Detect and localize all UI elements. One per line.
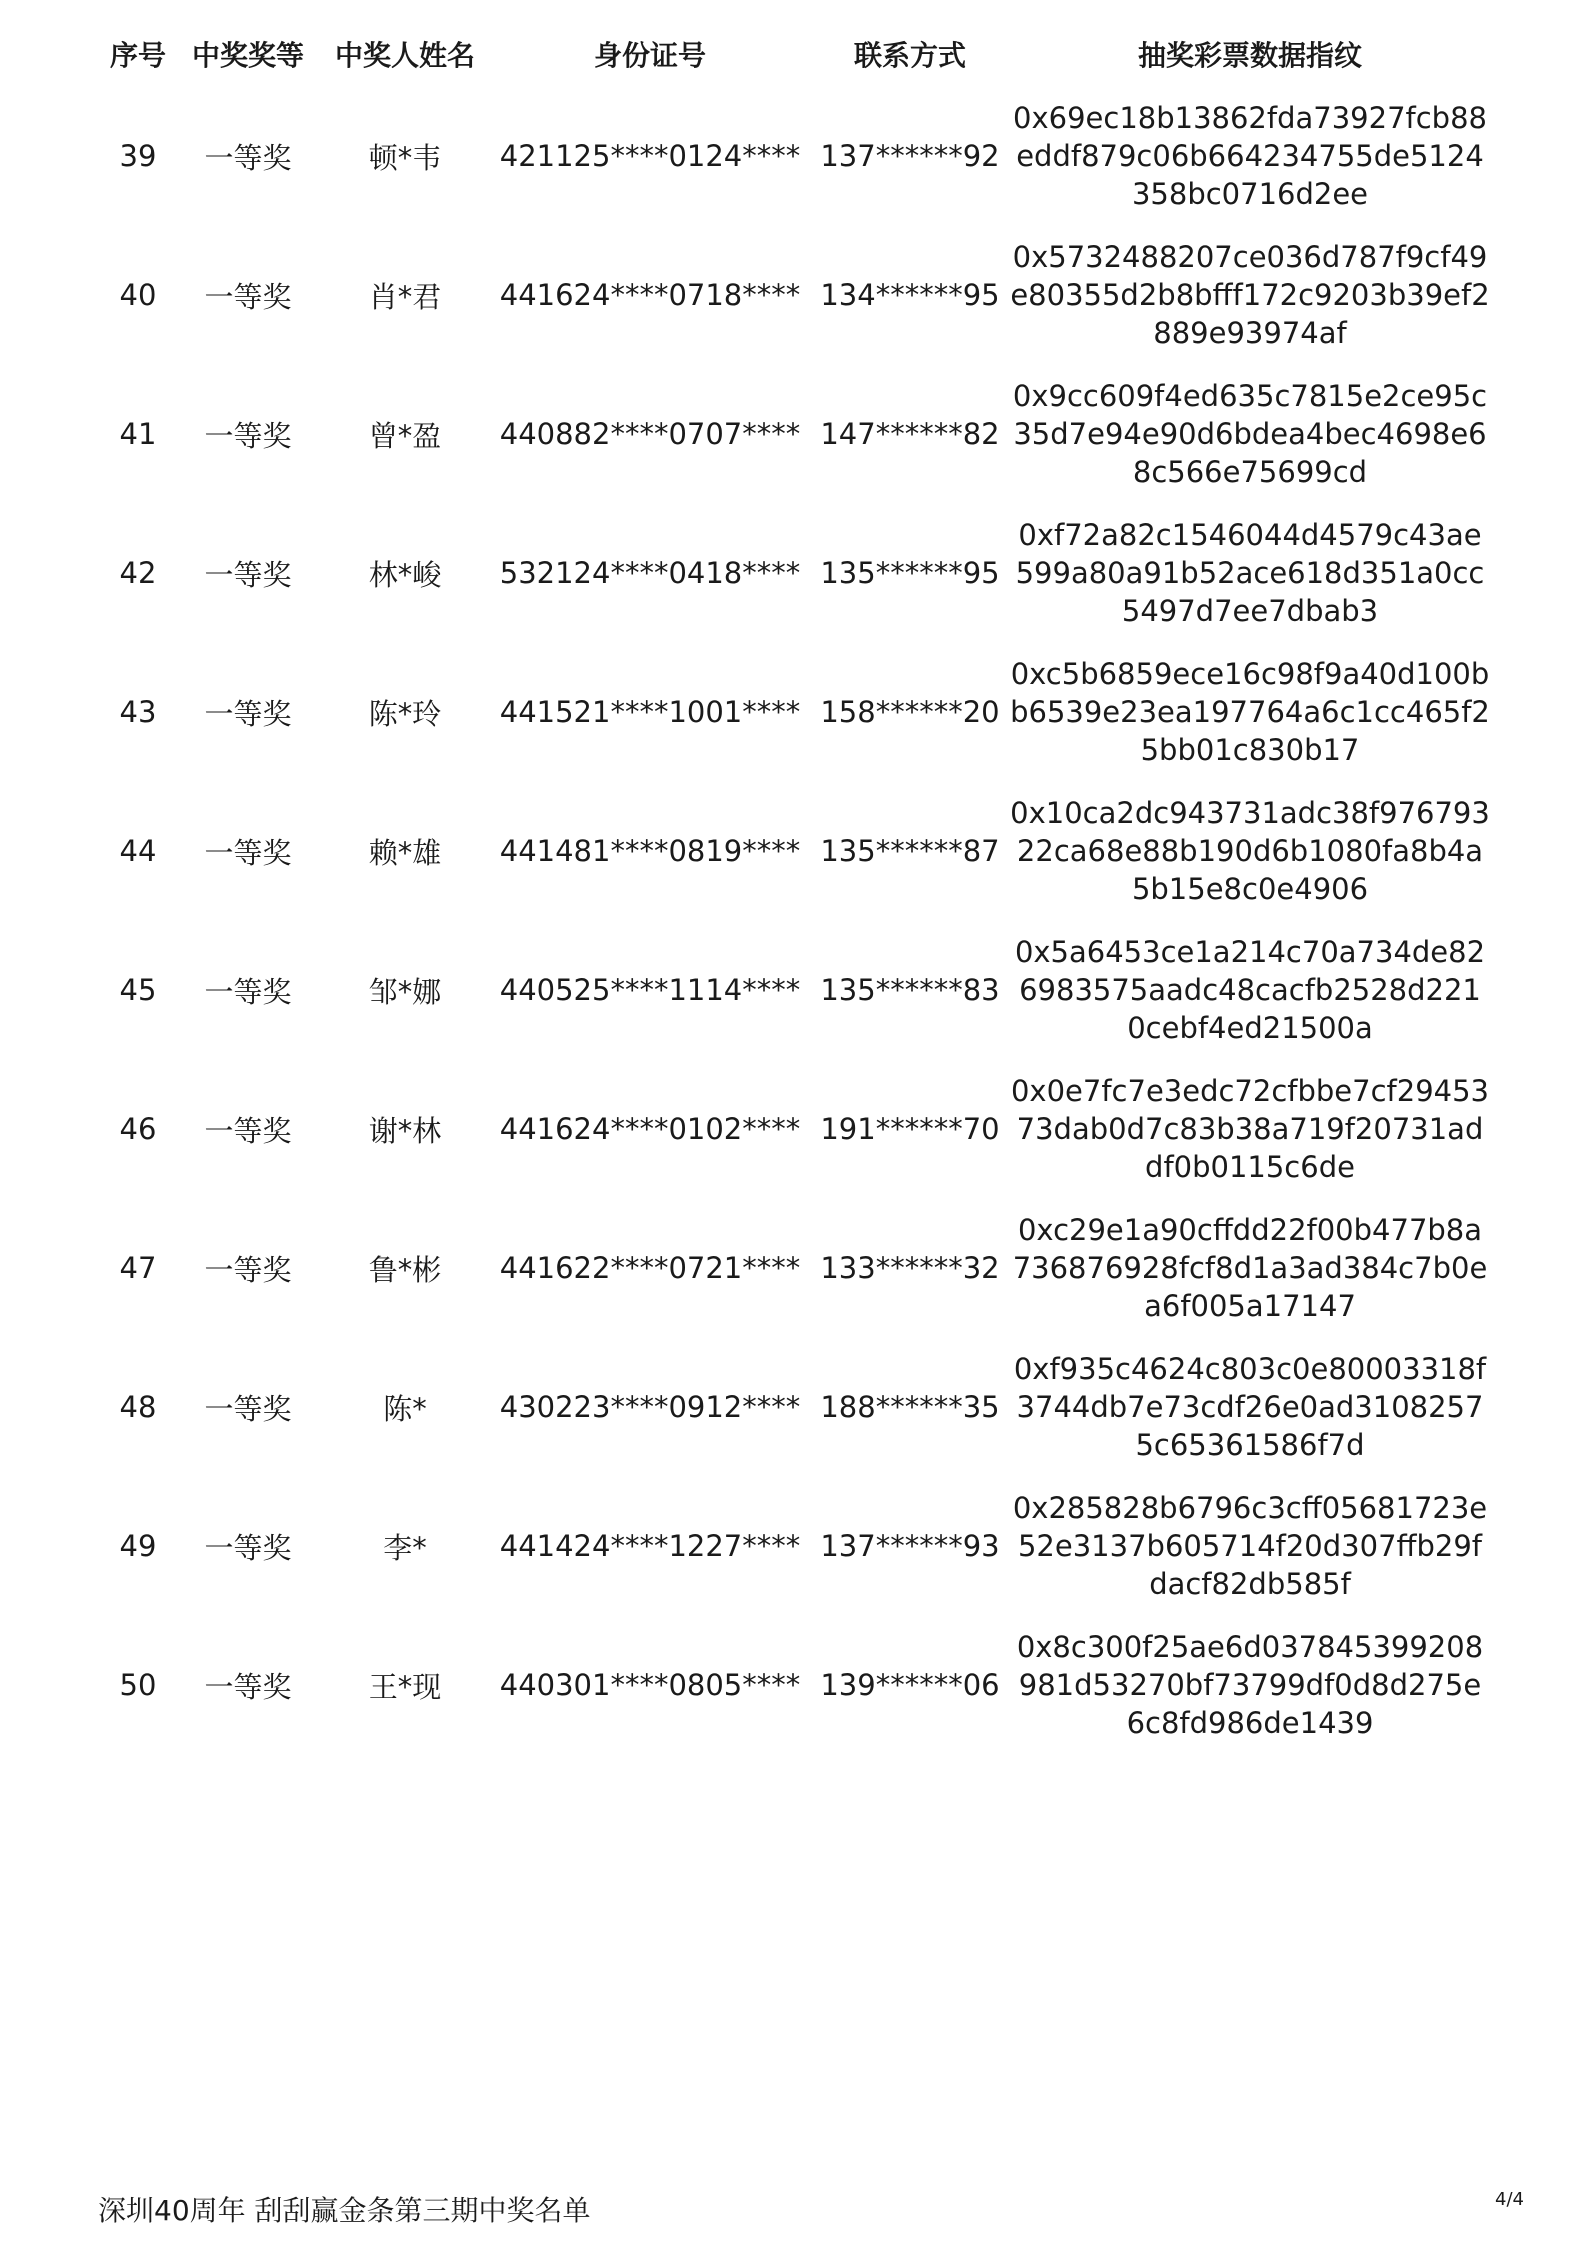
cell-winner-name: 陈*玲 [368, 696, 442, 731]
fingerprint-text: 0x9cc609f4ed635c7815e2ce95c35d7e94e90d6bdea4bec4698e68c566e75699cd [1012, 379, 1488, 489]
table-body [0, 93, 1586, 1761]
cell-contact: 147******82 [820, 417, 1000, 451]
cell-prize-level: 一等奖 [204, 974, 292, 1009]
cell-seq: 49 [119, 1529, 157, 1563]
cell-winner-name: 陈* [383, 1391, 427, 1426]
cell-contact: 137******92 [820, 139, 1000, 173]
cell-ticket-fingerprint [1010, 232, 1490, 358]
cell-id-number: 441481****0819**** [499, 834, 801, 868]
cell-ticket-fingerprint [1010, 1205, 1490, 1331]
cell-prize-level: 一等奖 [204, 279, 292, 314]
table-row [0, 927, 1586, 1066]
cell-ticket-fingerprint [1010, 788, 1490, 914]
cell-prize-level: 一等奖 [204, 1669, 292, 1704]
table-header [0, 28, 1586, 84]
cell-prize-level: 一等奖 [204, 1113, 292, 1148]
header-prize-level: 中奖奖等 [191, 39, 304, 72]
cell-ticket-fingerprint [1010, 1344, 1490, 1470]
table-row [0, 1344, 1586, 1483]
cell-prize-level: 一等奖 [204, 696, 292, 731]
header-id-number: 身份证号 [593, 39, 706, 72]
cell-contact: 135******83 [820, 973, 1000, 1007]
cell-ticket-fingerprint [1010, 371, 1490, 497]
cell-prize-level: 一等奖 [204, 557, 292, 592]
table-row [0, 788, 1586, 927]
cell-ticket-fingerprint [1010, 510, 1490, 636]
table-row [0, 232, 1586, 371]
fingerprint-text: 0x0e7fc7e3edc72cfbbe7cf2945373dab0d7c83b38a719f20731addf0b0115c6de [1010, 1074, 1490, 1184]
table-row [0, 1483, 1586, 1622]
header-seq: 序号 [109, 39, 166, 72]
cell-ticket-fingerprint [1010, 927, 1490, 1053]
cell-seq: 47 [119, 1251, 157, 1285]
fingerprint-text: 0x10ca2dc943731adc38f97679322ca68e88b190d6b1080fa8b4a5b15e8c0e4906 [1010, 796, 1490, 906]
cell-id-number: 430223****0912**** [499, 1390, 801, 1424]
fingerprint-text: 0xc29e1a90cffdd22f00b477b8a736876928fcf8d1a3ad384c7b0ea6f005a17147 [1012, 1213, 1488, 1323]
cell-contact: 133******32 [820, 1251, 1000, 1285]
cell-winner-name: 林*峻 [368, 557, 442, 592]
fingerprint-text: 0x5732488207ce036d787f9cf49e80355d2b8bfff172c9203b39ef2889e93974af [1010, 240, 1490, 350]
cell-contact: 135******95 [820, 556, 1000, 590]
cell-prize-level: 一等奖 [204, 835, 292, 870]
fingerprint-text: 0xf935c4624c803c0e80003318f3744db7e73cdf26e0ad31082575c65361586f7d [1013, 1352, 1487, 1462]
cell-seq: 50 [119, 1668, 157, 1702]
cell-winner-name: 王*现 [368, 1669, 442, 1704]
table-row [0, 1205, 1586, 1344]
cell-ticket-fingerprint [1010, 1066, 1490, 1192]
table-row [0, 649, 1586, 788]
cell-seq: 41 [119, 417, 157, 451]
fingerprint-text: 0xf72a82c1546044d4579c43ae599a80a91b52ace618d351a0cc5497d7ee7dbab3 [1015, 518, 1485, 628]
fingerprint-text: 0x69ec18b13862fda73927fcb88eddf879c06b664234755de5124358bc0716d2ee [1013, 101, 1487, 211]
cell-winner-name: 李* [383, 1530, 427, 1565]
table-row [0, 371, 1586, 510]
cell-ticket-fingerprint [1010, 1622, 1490, 1748]
cell-prize-level: 一等奖 [204, 140, 292, 175]
cell-seq: 46 [119, 1112, 157, 1146]
cell-seq: 39 [119, 139, 157, 173]
header-contact: 联系方式 [853, 39, 966, 72]
cell-id-number: 440301****0805**** [499, 1668, 801, 1702]
cell-ticket-fingerprint [1010, 93, 1490, 219]
cell-id-number: 440882****0707**** [499, 417, 801, 451]
table-row [0, 1622, 1586, 1761]
table-row [0, 93, 1586, 232]
cell-id-number: 440525****1114**** [499, 973, 801, 1007]
footer-title: 深圳40周年 刮刮赢金条第三期中奖名单 [98, 2194, 591, 2227]
fingerprint-text: 0xc5b6859ece16c98f9a40d100bb6539e23ea197764a6c1cc465f25bb01c830b17 [1010, 657, 1490, 767]
cell-contact: 191******70 [820, 1112, 1000, 1146]
cell-id-number: 441624****0102**** [499, 1112, 801, 1146]
cell-seq: 42 [119, 556, 157, 590]
cell-winner-name: 顿*韦 [368, 140, 442, 175]
fingerprint-text: 0x8c300f25ae6d037845399208981d53270bf73799df0d8d275e6c8fd986de1439 [1016, 1630, 1484, 1740]
cell-prize-level: 一等奖 [204, 418, 292, 453]
cell-contact: 135******87 [820, 834, 1000, 868]
cell-ticket-fingerprint [1010, 649, 1490, 775]
cell-seq: 48 [119, 1390, 157, 1424]
header-winner-name: 中奖人姓名 [334, 39, 475, 72]
fingerprint-text: 0x5a6453ce1a214c70a734de826983575aadc48cacfb2528d2210cebf4ed21500a [1014, 935, 1486, 1045]
cell-winner-name: 谢*林 [368, 1113, 442, 1148]
cell-id-number: 532124****0418**** [499, 556, 801, 590]
cell-winner-name: 赖*雄 [368, 835, 442, 870]
cell-contact: 158******20 [820, 695, 1000, 729]
cell-id-number: 441624****0718**** [499, 278, 801, 312]
page-number: 4/4 [1495, 2189, 1524, 2210]
cell-prize-level: 一等奖 [204, 1530, 292, 1565]
header-ticket-fingerprint: 抽奖彩票数据指纹 [1137, 39, 1362, 72]
cell-contact: 134******95 [820, 278, 1000, 312]
table-row [0, 510, 1586, 649]
cell-seq: 43 [119, 695, 157, 729]
cell-winner-name: 曾*盈 [368, 418, 442, 453]
cell-prize-level: 一等奖 [204, 1391, 292, 1426]
cell-id-number: 421125****0124**** [499, 139, 801, 173]
cell-id-number: 441622****0721**** [499, 1251, 801, 1285]
cell-winner-name: 鲁*彬 [368, 1252, 442, 1287]
cell-winner-name: 邹*娜 [368, 974, 442, 1009]
cell-id-number: 441424****1227**** [499, 1529, 801, 1563]
cell-seq: 40 [119, 278, 157, 312]
cell-contact: 137******93 [820, 1529, 1000, 1563]
cell-prize-level: 一等奖 [204, 1252, 292, 1287]
table-row [0, 1066, 1586, 1205]
cell-id-number: 441521****1001**** [499, 695, 801, 729]
cell-ticket-fingerprint [1010, 1483, 1490, 1609]
cell-seq: 44 [119, 834, 157, 868]
cell-contact: 188******35 [820, 1390, 1000, 1424]
cell-winner-name: 肖*君 [368, 279, 442, 314]
fingerprint-text: 0x285828b6796c3cff05681723e52e3137b605714f20d307ffb29fdacf82db585f [1012, 1491, 1488, 1601]
cell-contact: 139******06 [820, 1668, 1000, 1702]
cell-seq: 45 [119, 973, 157, 1007]
